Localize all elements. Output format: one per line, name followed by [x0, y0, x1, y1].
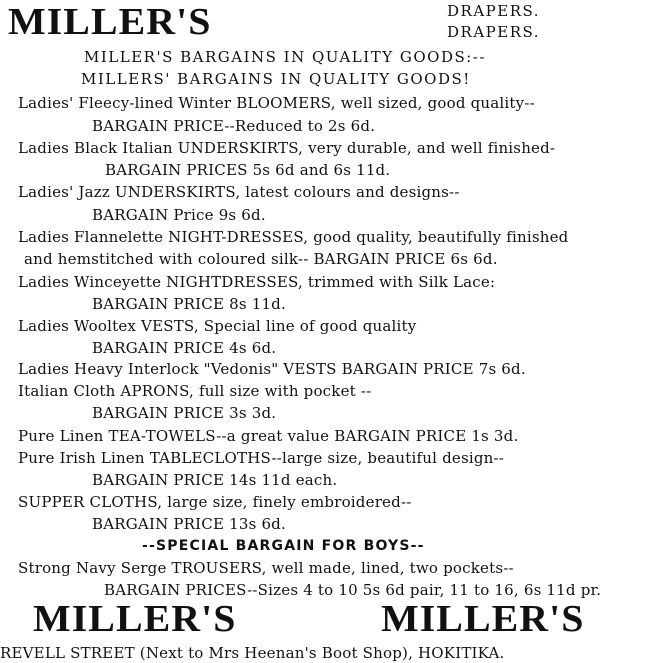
header-brand: MILLER'S	[8, 1, 212, 43]
footer-address: REVELL STREET (Next to Mrs Heenan's Boot Shop), HOKITIKA.	[0, 644, 505, 662]
item-line: Ladies Heavy Interlock "Vedonis" VESTS BARGAIN PRICE 7s 6d.	[18, 360, 526, 378]
price-line: BARGAIN PRICE 3s 3d.	[92, 404, 277, 422]
item-line: Strong Navy Serge TROUSERS, well made, lined, two pockets--	[18, 559, 514, 577]
item-line: Pure Linen TEA-TOWELS--a great value BARGAIN PRICE 1s 3d.	[18, 427, 519, 445]
item-line: Ladies Wooltex VESTS, Special line of good quality	[18, 317, 417, 335]
subhead-1: MILLER'S BARGAINS IN QUALITY GOODS:--	[84, 48, 486, 66]
price-line: BARGAIN PRICE 8s 11d.	[92, 295, 286, 313]
item-line: Ladies' Fleecy-lined Winter BLOOMERS, well sized, good quality--	[18, 94, 535, 112]
item-line: Ladies Flannelette NIGHT-DRESSES, good quality, beautifully finished	[18, 228, 569, 246]
special-heading: --SPECIAL BARGAIN FOR BOYS--	[142, 538, 425, 554]
footer-brand-left: MILLER'S	[33, 598, 237, 640]
price-line: BARGAIN PRICE--Reduced to 2s 6d.	[92, 117, 376, 135]
footer-brand-right: MILLER'S	[381, 598, 585, 640]
item-line: SUPPER CLOTHS, large size, finely embroidered--	[18, 493, 412, 511]
header-trade-1: DRAPERS.	[447, 2, 540, 20]
item-line: Ladies Winceyette NIGHTDRESSES, trimmed with Silk Lace:	[18, 273, 496, 291]
price-line: BARGAIN PRICE 4s 6d.	[92, 339, 277, 357]
item-line: Ladies Black Italian UNDERSKIRTS, very durable, and well finished-	[18, 139, 556, 157]
item-line: and hemstitched with coloured silk-- BARGAIN PRICE 6s 6d.	[24, 250, 498, 268]
price-line: BARGAIN Price 9s 6d.	[92, 206, 266, 224]
item-line: Ladies' Jazz UNDERSKIRTS, latest colours and designs--	[18, 183, 460, 201]
header-trade-2: DRAPERS.	[447, 23, 540, 41]
item-line: Italian Cloth APRONS, full size with pocket --	[18, 382, 372, 400]
price-line: BARGAIN PRICES 5s 6d and 6s 11d.	[105, 161, 391, 179]
item-line: Pure Irish Linen TABLECLOTHS--large size, beautiful design--	[18, 449, 505, 467]
price-line: BARGAIN PRICE 13s 6d.	[92, 515, 286, 533]
price-line: BARGAIN PRICES--Sizes 4 to 10 5s 6d pair, 11 to 16, 6s 11d pr.	[104, 581, 602, 599]
price-line: BARGAIN PRICE 14s 11d each.	[92, 471, 338, 489]
subhead-2: MILLERS' BARGAINS IN QUALITY GOODS!	[81, 70, 471, 88]
